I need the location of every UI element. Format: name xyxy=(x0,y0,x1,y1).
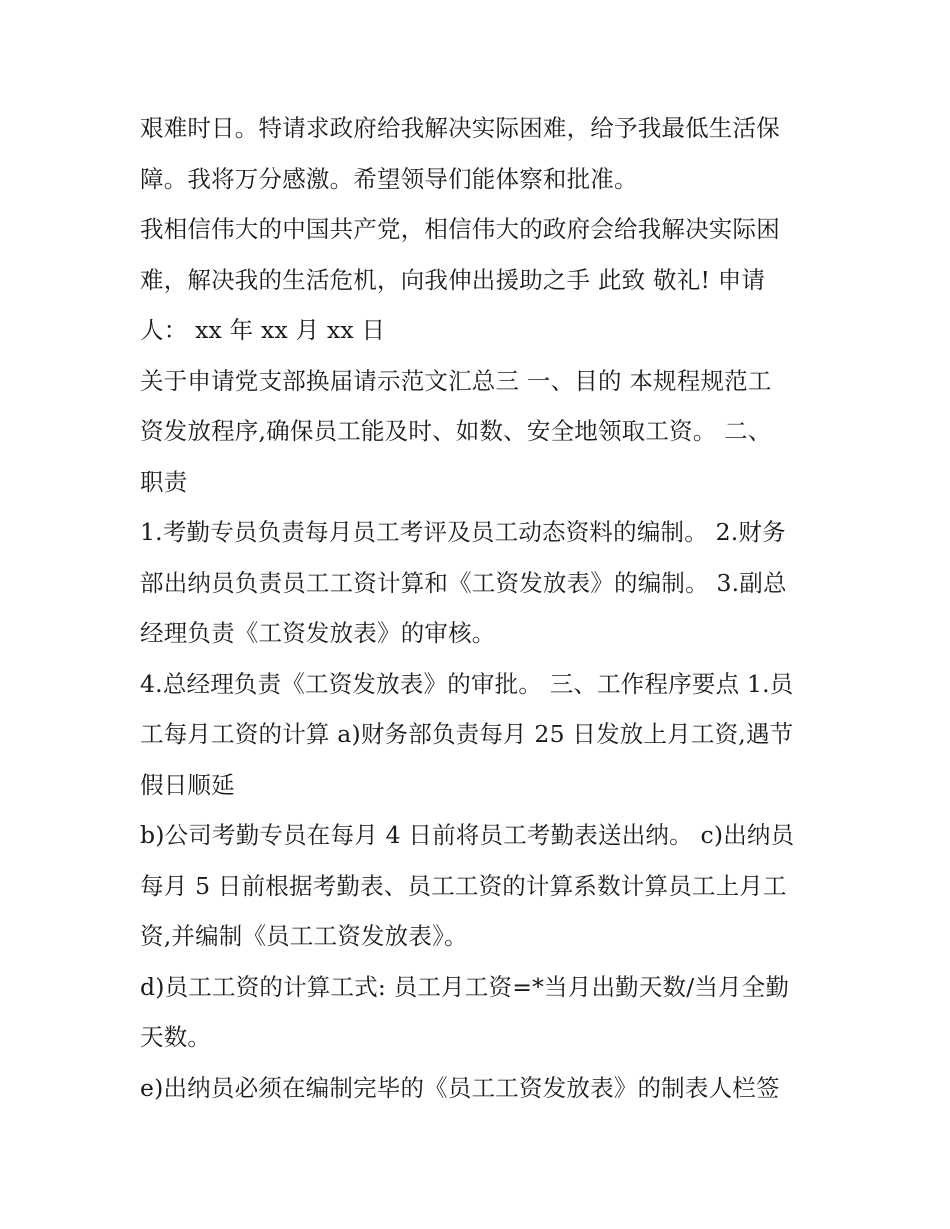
text-line: 艰难时日。特请求政府给我解决实际困难，给予我最低生活保 xyxy=(140,114,780,142)
text-line: 部出纳员负责员工工资计算和《工资发放表》的编制。 3.副总 xyxy=(140,568,787,597)
text-line: 经理负责《工资发放表》的审核。 xyxy=(140,619,496,647)
paragraph-5 xyxy=(140,659,812,811)
text-line: 工每月工资的计算 a)财务部负责每月 25 日发放上月工资,遇节 xyxy=(140,720,794,748)
text-line: 资,并编制《员工工资发放表》。 xyxy=(140,922,468,950)
text-line: 人： xx 年 xx 月 xx 日 xyxy=(140,316,386,344)
text-line: d)员工工资的计算工式: 员工月工资=*当月出勤天数/当月全勤 xyxy=(140,972,790,1001)
text-line: 我相信伟大的中国共产党，相信伟大的政府会给我解决实际困 xyxy=(140,215,780,243)
text-line: 职责 xyxy=(140,467,188,496)
text-line: 假日顺延 xyxy=(140,770,235,799)
text-line: 资发放程序,确保员工能及时、如数、安全地领取工资。 二、 xyxy=(140,417,772,445)
text-line: 障。我将万分感激。希望领导们能体察和批准。 xyxy=(140,164,638,193)
text-line: b)公司考勤专员在每月 4 日前将员工考勤表送出纳。 c)出纳员 xyxy=(140,821,795,849)
paragraph-3 xyxy=(140,356,812,508)
paragraph-2 xyxy=(140,204,812,356)
text-line: 难，解决我的生活危机，向我伸出援助之手 此致 敬礼! 申请 xyxy=(140,265,766,294)
paragraph-1 xyxy=(140,103,812,204)
text-line: 天数。 xyxy=(140,1023,212,1051)
text-line: 1.考勤专员负责每月员工考评及员工动态资料的编制。 2.财务 xyxy=(140,518,786,546)
paragraph-8 xyxy=(140,1063,812,1114)
text-line: e)出纳员必须在编制完毕的《员工工资发放表》的制表人栏签 xyxy=(140,1073,780,1102)
paragraph-7 xyxy=(140,962,812,1063)
document-body xyxy=(140,103,812,1113)
paragraph-6 xyxy=(140,810,812,962)
paragraph-4 xyxy=(140,507,812,659)
text-line: 关于申请党支部换届请示范文汇总三 一、目的 本规程规范工 xyxy=(140,366,772,395)
text-line: 4.总经理负责《工资发放表》的审批。 三、工作程序要点 1.员 xyxy=(140,669,794,698)
text-line: 每月 5 日前根据考勤表、员工工资的计算系数计算员工上月工 xyxy=(140,871,787,900)
